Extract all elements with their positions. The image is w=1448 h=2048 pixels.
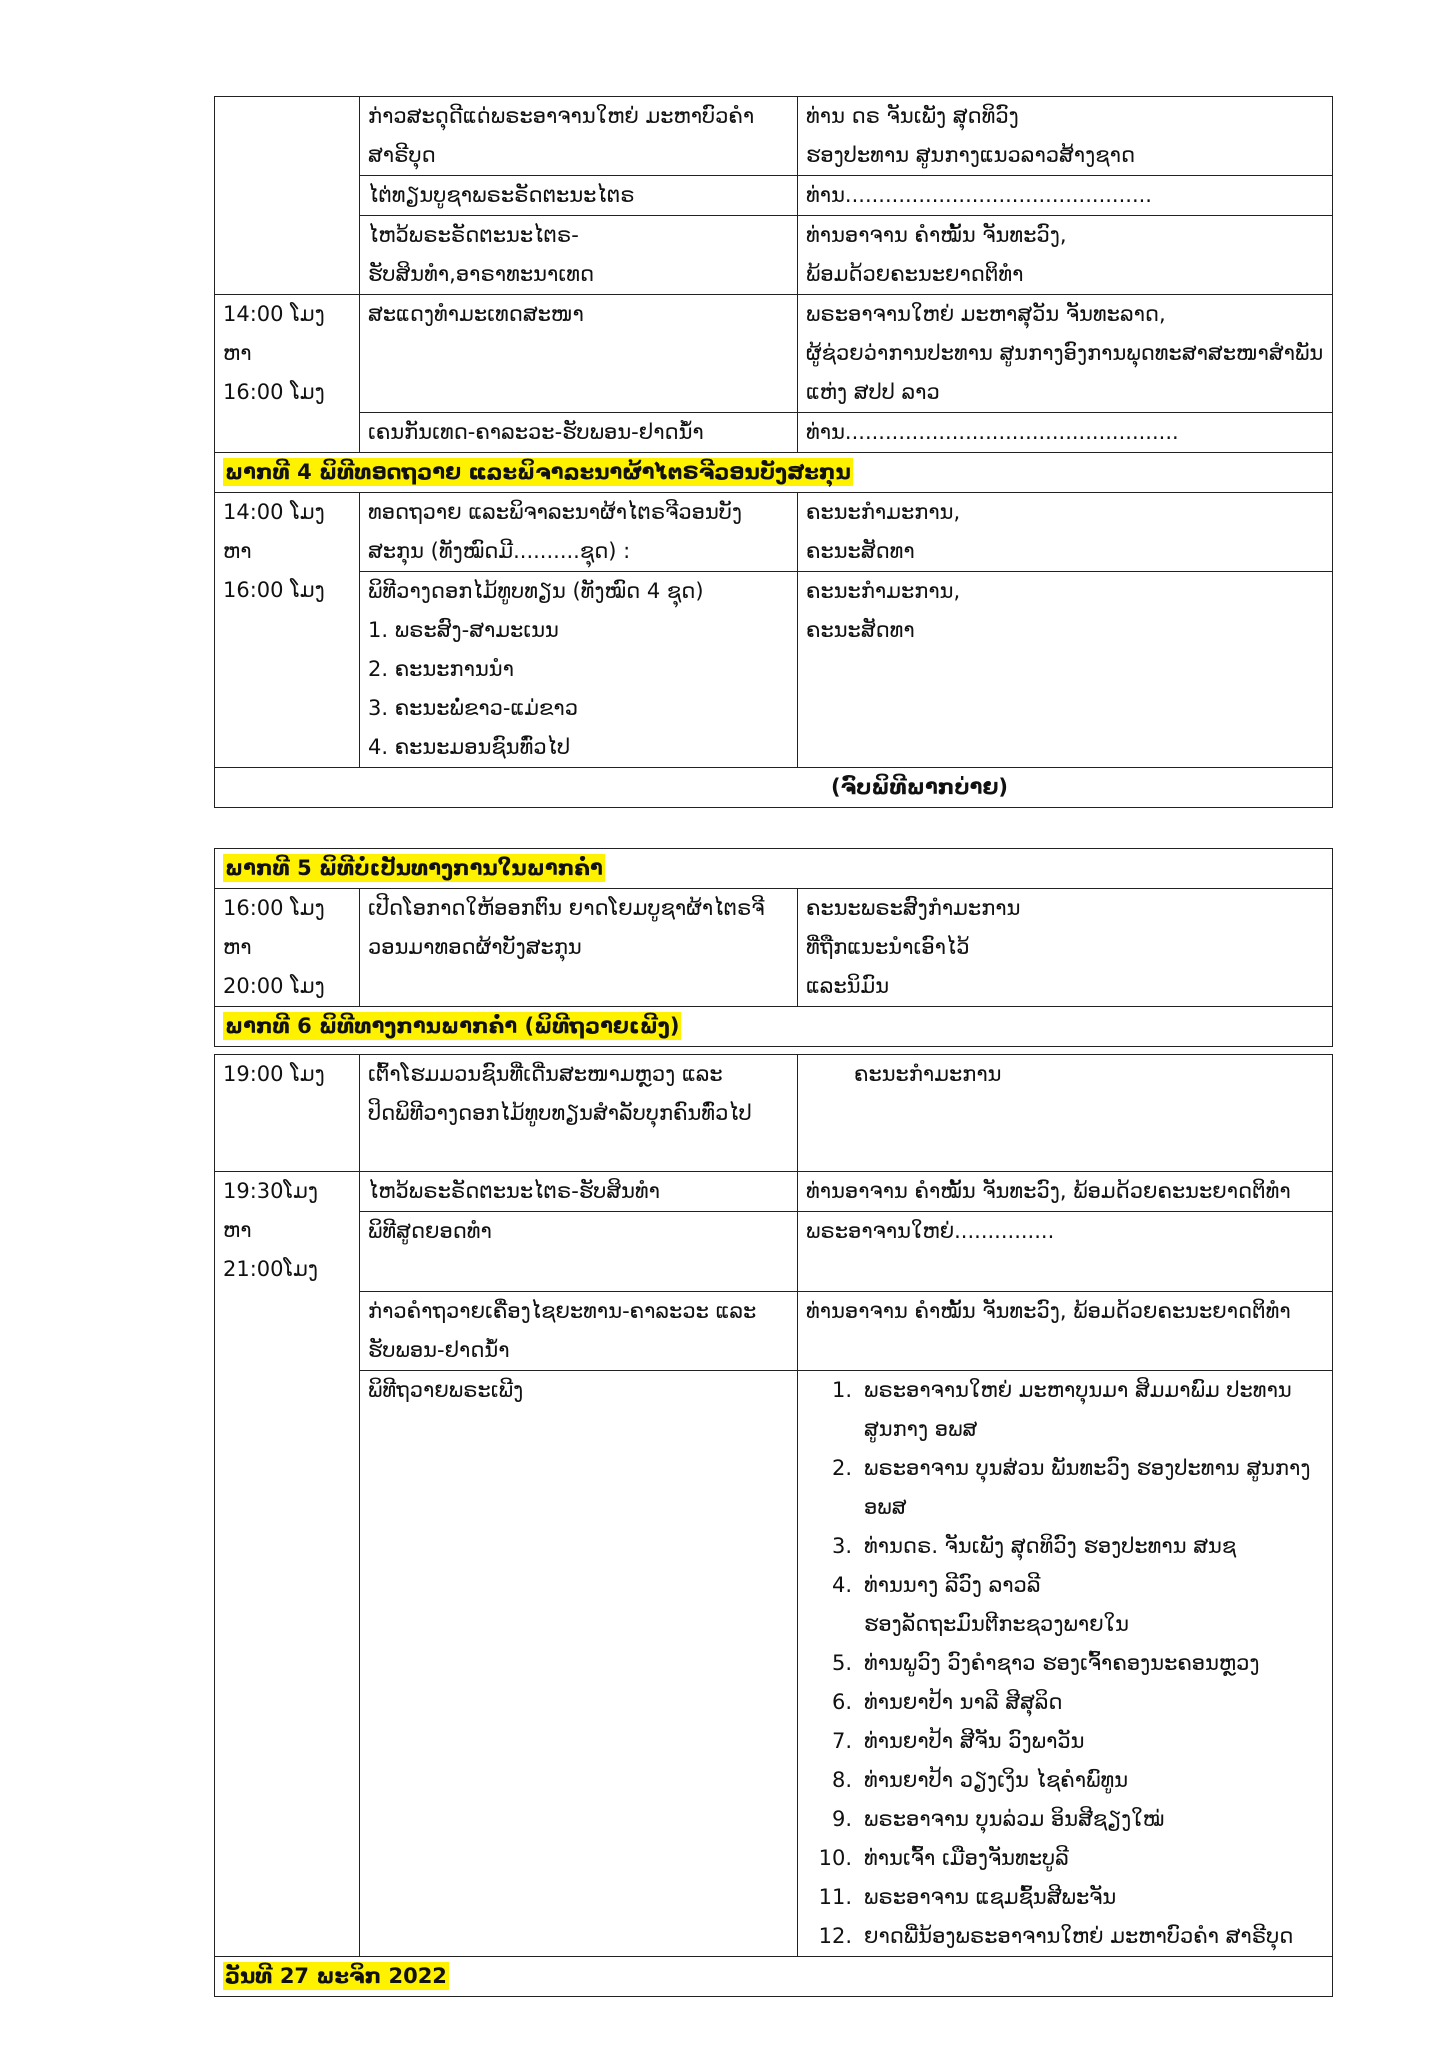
table-row	[215, 176, 1333, 216]
person-cell: ທ່ານ..................................................	[798, 413, 1333, 453]
list-item: 6. ທ່ານຍາປ້າ ນາລີ ສີສຸລິດ	[831, 1690, 1063, 1714]
table-row	[215, 97, 1333, 176]
table-row	[215, 493, 1333, 572]
event-cell: ໄຫວ້ພຣະຣັດຕະນະໄຕຣ-ຮັບສິນທຳ	[360, 1172, 798, 1212]
table-row	[215, 1212, 1333, 1292]
list-item: 3. ທ່ານດຣ. ຈັນເພັງ ສຸດທິວົງ ຮອງປະທານ ສນຊ	[831, 1534, 1237, 1558]
event-cell: ໄຕ່ທຽນບູຊາພຣະຣັດຕະນະໄຕຣ	[360, 176, 798, 216]
section-heading-row	[215, 1957, 1333, 1997]
section-heading-row	[215, 453, 1333, 493]
list-item: 1. ພຣະອາຈານໃຫຍ່ ມະຫາບຸນມາ ສິມມາພົມ ປະທານ ສູນກາງ ອພສ	[831, 1378, 1292, 1441]
schedule-table-evening-informal	[214, 848, 1333, 1047]
person-cell: ຄະນະພຣະສົງກຳມະການ ທີ່ຖືກແນະນຳເອົາໄວ້ ແລະນິມົນ	[798, 889, 1333, 1007]
closing-row	[215, 768, 1333, 808]
person-cell: ທ່ານອາຈານ ຄຳໝັ້ນ ຈັນທະວົງ, ພ້ອມດ້ວຍຄະນະຍາດຕິທຳ	[798, 216, 1333, 295]
time-cell	[215, 97, 360, 295]
table-row	[215, 1292, 1333, 1371]
list-item: 4. ທ່ານນາງ ລີວົງ ລາວລີ ຮອງລັດຖະມົນຕີກະຊວງພາຍໃນ	[831, 1573, 1129, 1636]
list-item: 8. ທ່ານຍາປ້າ ວຽງເງິນ ໄຊຄຳພົທູນ	[831, 1768, 1129, 1792]
table-row	[215, 1055, 1333, 1172]
time-cell: 19:30ໂມງ ຫາ 21:00ໂມງ	[215, 1172, 360, 1957]
time-cell: 16:00 ໂມງ ຫາ 20:00 ໂມງ	[215, 889, 360, 1007]
list-item: 11. ພຣະອາຈານ ແຊມຊົ້ນສີພະຈັນ	[818, 1885, 1117, 1909]
person-cell: ທ່ານອາຈານ ຄຳໝັ້ນ ຈັນທະວົງ, ພ້ອມດ້ວຍຄະນະຍາດຕິທຳ	[798, 1172, 1333, 1212]
time-cell: 14:00 ໂມງ ຫາ 16:00 ໂມງ	[215, 493, 360, 768]
event-cell: ພິທີວາງດອກໄມ້ທູບທຽນ (ທັງໝົດ 4 ຊຸດ) 1. ພຣະສົງ-ສາມະເນນ 2. ຄະນະການນຳ 3. ຄະນະພໍ່ຂາວ-ແມ່ຂາວ 4. ຄະນະມອນຊົນທົ່ວໄປ	[360, 572, 798, 768]
list-item: 7. ທ່ານຍາປ້າ ສີຈັນ ວົງພາວັນ	[831, 1729, 1085, 1753]
section-heading-row	[215, 849, 1333, 889]
event-cell: ໄຫວ້ພຣະຣັດຕະນະໄຕຣ- ຮັບສິນທຳ,ອາຣາທະນາເທດ	[360, 216, 798, 295]
table-row	[215, 295, 1333, 413]
list-item: 9. ພຣະອາຈານ ບຸນລ່ວມ ອິນສີຊຽງໃໝ່	[831, 1807, 1165, 1831]
table-row	[215, 216, 1333, 295]
event-cell: ພິທີຖວາຍພຣະເພີງ	[360, 1371, 798, 1957]
table-row	[215, 413, 1333, 453]
schedule-table-afternoon	[214, 96, 1333, 808]
table-row	[215, 889, 1333, 1007]
list-item: 10. ທ່ານເຈົ້າ ເມືອງຈັນທະບູລີ	[818, 1846, 1069, 1870]
section-6-heading: ພາກທີ 6 ພິທີທາງການພາກຄໍ່າ (ພິທີຖວາຍເພີງ)	[215, 1007, 1333, 1047]
event-cell: ເຕົ້າໂຮມມວນຊົນທີ່ເດີ່ນສະໜາມຫຼວງ ແລະ ປິດພິທີວາງດອກໄມ້ທູບທຽນສຳລັບບຸກຄົນທົ່ວໄປ	[360, 1055, 798, 1172]
list-item: 5. ທ່ານພູວົງ ວົງຄຳຊາວ ຮອງເຈົ້າຄອງນະຄອນຫຼວງ	[831, 1651, 1260, 1675]
section-5-heading: ພາກທີ 5 ພິທີບໍ່ເປັນທາງການໃນພາກຄໍ່າ	[215, 849, 1333, 889]
time-cell: 19:00 ໂມງ	[215, 1055, 360, 1172]
person-cell: ທ່ານ ດຣ ຈັນເພັງ ສຸດທິວົງ ຮອງປະທານ ສູນກາງແນວລາວສ້າງຊາດ	[798, 97, 1333, 176]
event-cell: ກ່າວຄຳຖວາຍເຄື່ອງໄຊຍະທານ-ຄາລະວະ ແລະ ຮັບພອນ-ຢາດນ້ຳ	[360, 1292, 798, 1371]
person-cell: ທ່ານ..............................................	[798, 176, 1333, 216]
person-cell: ຄະນະກຳມະການ	[798, 1055, 1333, 1172]
person-cell: ຄະນະກຳມະການ, ຄະນະສັດທາ	[798, 572, 1333, 768]
list-item: 2. ພຣະອາຈານ ບຸນສ່ວນ ພັນທະວົງ ຮອງປະທານ ສູນກາງ ອພສ	[831, 1456, 1311, 1519]
table-row	[215, 1371, 1333, 1957]
event-cell: ເຄນກັນເທດ-ຄາລະວະ-ຮັບພອນ-ຢາດນ້ຳ	[360, 413, 798, 453]
person-cell: ທ່ານອາຈານ ຄຳໝັ້ນ ຈັນທະວົງ, ພ້ອມດ້ວຍຄະນະຍາດຕິທຳ	[798, 1292, 1333, 1371]
date-heading: ວັນທີ 27 ພະຈິກ 2022	[215, 1957, 1333, 1997]
list-item: 12. ຍາດພີ່ນ້ອງພຣະອາຈານໃຫຍ່ ມະຫາບົວຄຳ ສາຣີບຸດ	[818, 1924, 1294, 1948]
event-cell: ເປີດໂອກາດໃຫ້ອອກຕົນ ຍາດໂຍມບູຊາຜ້າໄຕຣຈີ ວອນມາທອດຜ້າບັງສະກຸນ	[360, 889, 798, 1007]
person-cell: ພຣະອາຈານໃຫຍ່ ມະຫາສຸວັນ ຈັນທະລາດ, ຜູ້ຊ່ວຍວ່າການປະທານ ສູນກາງອົງການພຸດທະສາສະໜາສໍາພັນ ແຫ່ງ ສປປ ລາວ	[798, 295, 1333, 413]
table-row	[215, 572, 1333, 768]
schedule-table-evening-ceremony	[214, 1054, 1333, 1997]
section-4-heading: ພາກທີ 4 ພິທີທອດຖວາຍ ແລະພິຈາລະນາຜ້າໄຕຣຈີວອນບັງສະກຸນ	[215, 453, 1333, 493]
person-cell: ພຣະອາຈານໃຫຍ່...............	[798, 1212, 1333, 1292]
event-cell: ກ່າວສະດຸດີແດ່ພຣະອາຈານໃຫຍ່ ມະຫາບົວຄຳ ສາຣີບຸດ	[360, 97, 798, 176]
closing-note: (ຈົບພິທີພາກບ່າຍ)	[215, 768, 1333, 808]
event-cell: ພິທີສູດຍອດທຳ	[360, 1212, 798, 1292]
person-cell	[798, 1371, 1333, 1957]
event-cell: ສະແດງທຳມະເທດສະໜາ	[360, 295, 798, 413]
event-cell: ທອດຖວາຍ ແລະພິຈາລະນາຜ້າໄຕຣຈີວອນບັງ ສະກຸນ (ທັງໝົດມີ..........ຊຸດ) :	[360, 493, 798, 572]
person-cell: ຄະນະກຳມະການ, ຄະນະສັດທາ	[798, 493, 1333, 572]
table-row	[215, 1172, 1333, 1212]
speaker-list	[806, 1371, 1324, 1956]
time-cell: 14:00 ໂມງ ຫາ 16:00 ໂມງ	[215, 295, 360, 453]
section-heading-row	[215, 1007, 1333, 1047]
